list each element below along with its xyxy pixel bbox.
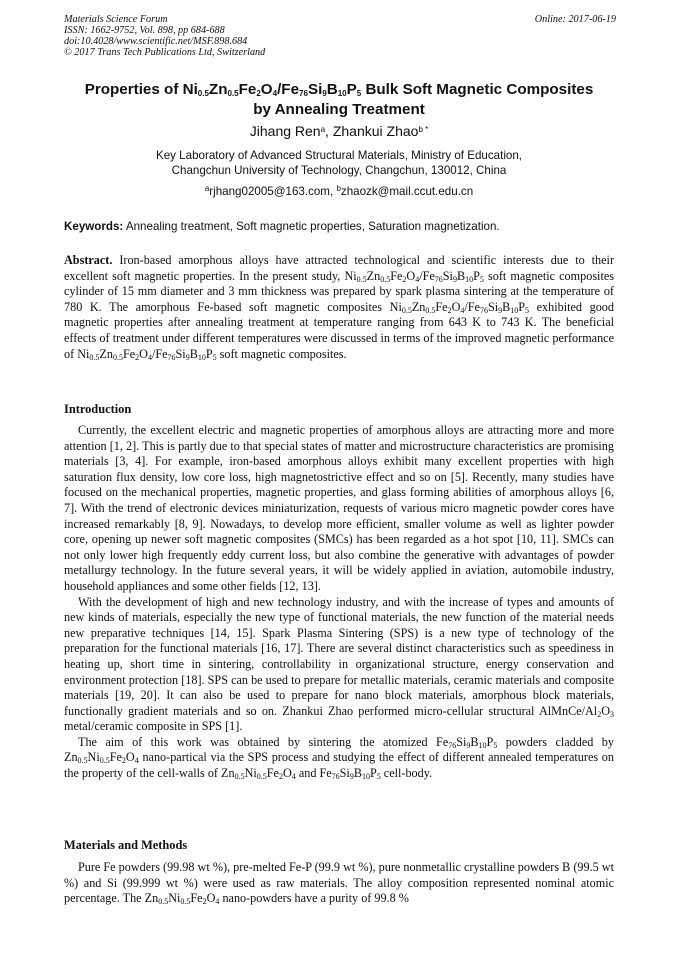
formula-composite: $Ni_{0.5}Zn_{0.5}Fe_2O_4/Fe_{76}Si_9B_{10}P_5$ bbox=[389, 299, 530, 315]
email-separator: , bbox=[329, 185, 337, 198]
formula-znnife: $Zn_{0.5}Ni_{0.5}Fe_2O_4$ bbox=[144, 891, 220, 907]
formula-composite: $Ni_{0.5}Zn_{0.5}Fe_2O_4/Fe_{76}Si_9B_{10}P_5$ bbox=[344, 268, 484, 284]
author-emails bbox=[60, 185, 618, 199]
intro-paragraph-1: Currently, the excellent electric and magnetic properties of amorphous alloys are attracting more and more attention [1, 2]. This is partly due to that special states of matter and microstructure characteristics are promising materials [3, 4]. For example, iron-based amorphous alloys exhibit many excellent properties with high saturation flux density, low core loss, high magnetostrictive effect and so on [5]. Recently, many studies have focused on the mechanical properties, magnetic properties, and glass forming abilities of amorphous alloys [6, 7]. With the trend of electronic devices miniaturization, requests of various micro magnetic powder cores have increased remarkably [8, 9]. Nowadays, to develop more efficient, smaller volume as well as lighter powder core, opening up newer soft magnetic composites (SMCs) has been regarded as a hot spot [10, 11]. SMCs can not only lower high frequently eddy current loss, but also combine the generative with advantages of powder metallurgy technology. In the future several years, it will be widely applied in aviation, automobile industry, household appliances and some other fields [12, 13]. bbox=[64, 423, 614, 593]
affiliation-line2: Changchun University of Technology, Changchun, 130012, China bbox=[171, 163, 507, 177]
abstract bbox=[64, 253, 614, 362]
title-formula: $Ni_{0.5}Zn_{0.5}Fe_2O_4/Fe_{76}Si_9B_{10}P_5$ bbox=[182, 81, 362, 98]
formula-znnife: $Zn_{0.5}Ni_{0.5}Fe_2O_4$ bbox=[64, 750, 139, 766]
intro-p3-text-d: and bbox=[295, 766, 320, 781]
email-a-mark: a bbox=[204, 184, 210, 193]
online-date: Online: 2017-06-19 bbox=[534, 14, 616, 25]
affiliation bbox=[60, 149, 618, 178]
abstract-text-2: soft magnetic composites cylinder of 15 mm diameter and 3 mm thickness was prepared by spark plasma sintering at the temperature of 780 K. The amorphous Fe-based soft magnetic composites bbox=[64, 268, 614, 314]
section-heading-methods: Materials and Methods bbox=[64, 838, 188, 852]
journal-copyright: © 2017 Trans Tech Publications Ltd, Switzerland bbox=[64, 47, 266, 58]
journal-header bbox=[64, 14, 616, 58]
keywords bbox=[64, 220, 616, 234]
abstract-label: Abstract. bbox=[64, 253, 113, 267]
email-a-link[interactable]: rjhang02005@163.com bbox=[209, 185, 330, 198]
abstract-text-3: exhibited good magnetic properties after annealing treatment at temperature ranging from 643 K to 743 K. The beneficial effects of treatment under different temperatures were discussed in terms of the improved magnetic performance of bbox=[64, 299, 614, 361]
intro-p2-text-b: metal/ceramic composite in SPS [1]. bbox=[64, 719, 243, 734]
formula-fesibp: $Fe_{76}Si_9B_{10}P_5$ bbox=[436, 734, 498, 750]
methods-body bbox=[64, 860, 614, 907]
intro-p3-text-c: nano-partical via the SPS process and studying the effect of different annealed temperatures on the property of the cell-walls of bbox=[64, 750, 614, 781]
keywords-label: Keywords: bbox=[64, 220, 124, 233]
journal-name: Materials Science Forum bbox=[64, 14, 168, 25]
email-b-mark: b bbox=[336, 184, 341, 193]
author-separator: , bbox=[325, 123, 333, 139]
abstract-text-1: Iron-based amorphous alloys have attracted technological and scientific interests due to their excellent soft magnetic properties. In the present study, bbox=[64, 253, 614, 283]
affiliation-line1: Key Laboratory of Advanced Structural Materials, Ministry of Education, bbox=[155, 149, 523, 162]
abstract-text-4: soft magnetic composites. bbox=[216, 346, 347, 361]
title-prefix: Properties of bbox=[84, 81, 183, 98]
intro-paragraph-3 bbox=[64, 735, 614, 782]
intro-p3-text-e: cell-body. bbox=[380, 766, 433, 781]
journal-doi: doi:10.4028/www.scientific.net/MSF.898.684 bbox=[64, 36, 248, 47]
methods-paragraph-1 bbox=[64, 860, 614, 907]
author-2: Zhankui Zhao bbox=[332, 123, 419, 139]
author-1: Jihang Ren bbox=[249, 123, 321, 139]
methods-p1-text-b: nano-powders have a purity of 99.8 % bbox=[219, 891, 409, 906]
author-1-mark: a bbox=[320, 125, 326, 134]
email-b-link[interactable]: zhaozk@mail.ccut.edu.cn bbox=[340, 185, 474, 198]
intro-p2-text-a: With the development of high and new technology industry, and with the increase of types and amounts of new kinds of materials, especially the new type of functional materials, the new function of the material needs new preparative techniques [14, 15]. Spark Plasma Sintering (SPS) is a new type of technology of the preparation for the functional materials [16, 17]. There are several distinct characteristics such as speediness in heating up, short time in sintering, controllability in organizational structure, energy conservation and environment protection [18]. SPS can be used to prepare for metallic materials, ceramic materials and composite materials [19, 20]. It can also be used to prepare for nano block materials, amorphous block materials, functionally gradient materials and so on. Zhankui Zhao performed micro-cellular structural bbox=[64, 594, 614, 718]
formula-composite: $Ni_{0.5}Zn_{0.5}Fe_2O_4/Fe_{76}Si_9B_{10}P_5$ bbox=[77, 346, 217, 362]
introduction-body bbox=[64, 423, 614, 782]
author-2-mark: b * bbox=[418, 125, 429, 134]
formula-almnce: AlMnCe/$Al_2O_3$ bbox=[538, 703, 614, 719]
intro-p3-text-b: powders cladded by bbox=[497, 734, 614, 749]
journal-issn: ISSN: 1662-9752, Vol. 898, pp 684-688 bbox=[64, 25, 225, 36]
section-heading-introduction: Introduction bbox=[64, 402, 132, 416]
paper-title bbox=[52, 80, 626, 120]
author-list bbox=[40, 122, 638, 140]
keywords-text: Annealing treatment, Soft magnetic properties, Saturation magnetization. bbox=[123, 220, 500, 233]
formula-fesibp: $Fe_{76}Si_9B_{10}P_5$ bbox=[319, 766, 381, 782]
intro-paragraph-2 bbox=[64, 595, 614, 735]
formula-znnife: $Zn_{0.5}Ni_{0.5}Fe_2O_4$ bbox=[221, 766, 296, 782]
intro-p3-text-a: The aim of this work was obtained by sintering the atomized bbox=[78, 734, 437, 749]
title-suffix: Bulk Soft Magnetic Composites bbox=[361, 81, 594, 98]
title-line2: by Annealing Treatment bbox=[253, 101, 425, 118]
methods-p1-text-a: Pure Fe powders (99.98 wt %), pre-melted Fe-P (99.9 wt %), pure nonmetallic crystalline powders B (99.5 wt %) and Si (99.999 wt %) were used as raw materials. The alloy composition represented nominal atomic percentage. The bbox=[64, 860, 614, 906]
